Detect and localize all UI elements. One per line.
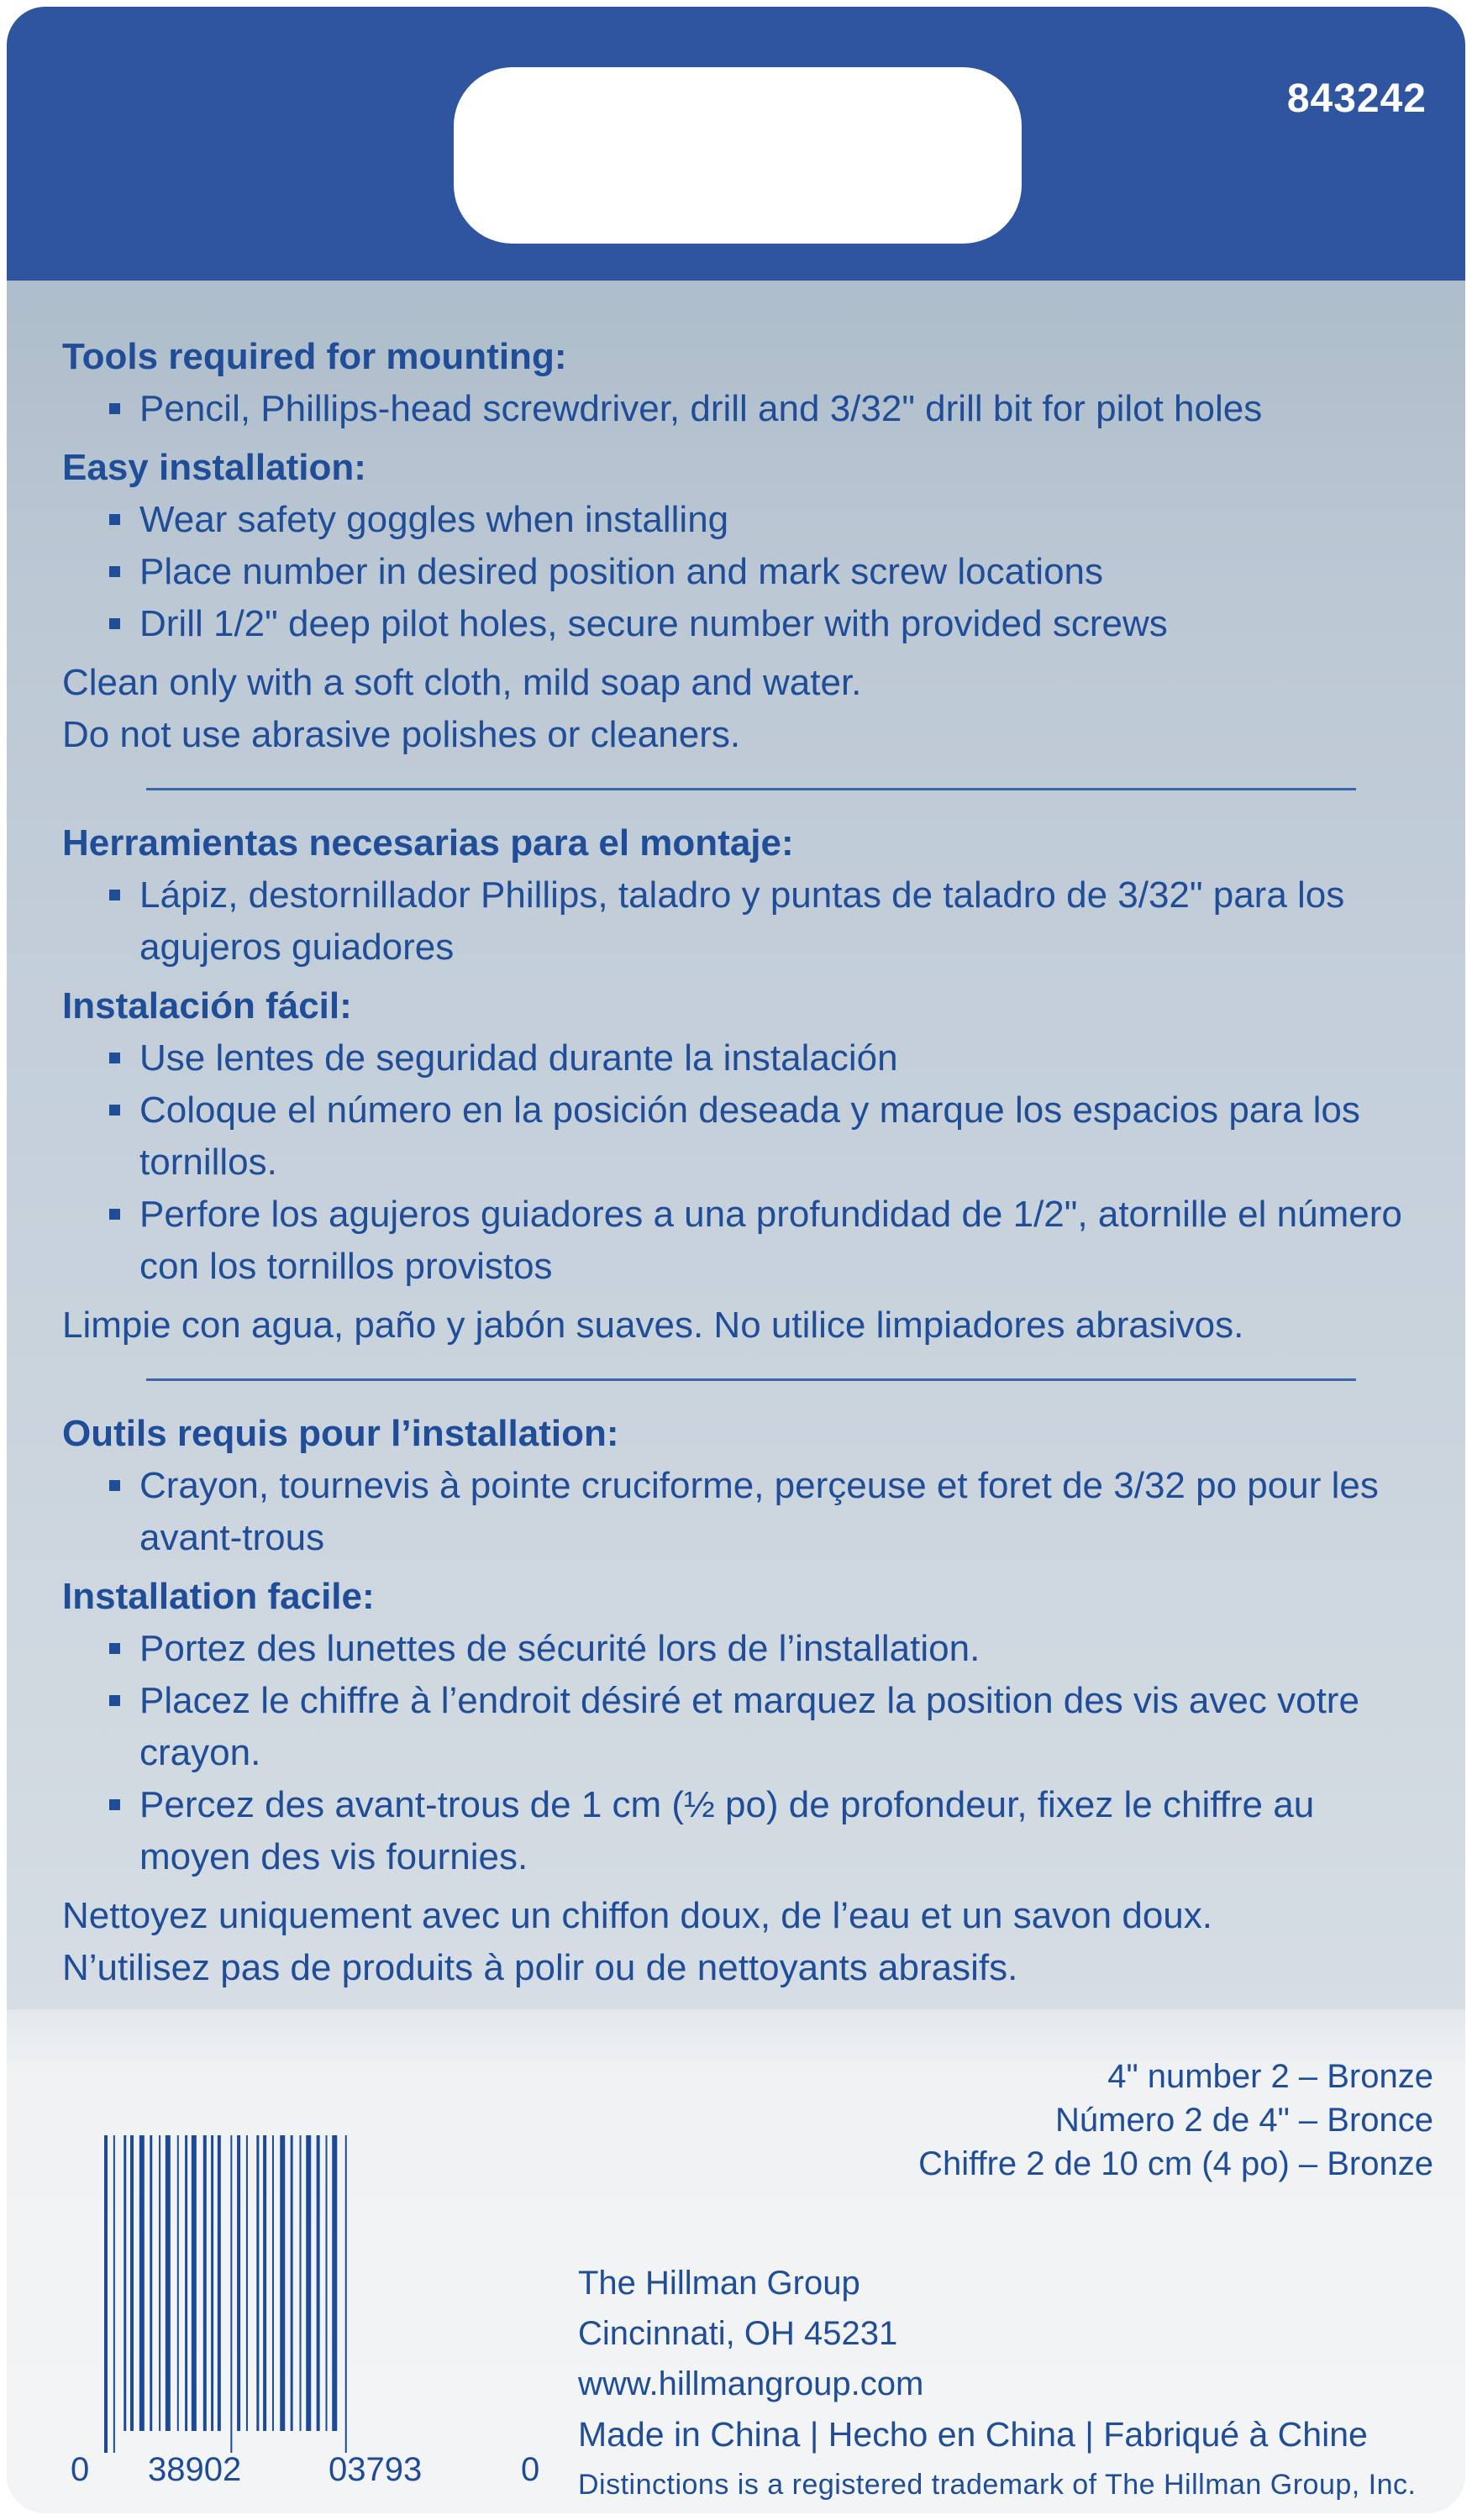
spanish-install-item: Use lentes de seguridad durante la instalación xyxy=(62,1032,1423,1084)
french-tools-list xyxy=(62,1460,1423,1564)
barcode-bar xyxy=(150,2135,152,2431)
trademark-note: Distinctions is a registered trademark of The Hillman Group, Inc. xyxy=(578,2469,1417,2501)
barcode-bar xyxy=(326,2135,328,2431)
english-install-item: Drill 1/2" deep pilot holes, secure number with provided screws xyxy=(62,598,1423,650)
barcode-bar xyxy=(124,2135,126,2431)
barcode-digit-system: 0 xyxy=(71,2451,90,2488)
french-install-list xyxy=(62,1623,1423,1883)
barcode-bar xyxy=(263,2135,266,2431)
barcode-bar xyxy=(306,2135,311,2431)
french-install-heading: Installation facile: xyxy=(62,1576,375,1617)
french-section xyxy=(62,1408,1423,1994)
product-name-english: 4" number 2 – Bronze xyxy=(1107,2058,1433,2095)
french-install-item: Placez le chiffre à l’endroit désiré et marquez la position des vis avec votre crayon. xyxy=(62,1675,1423,1779)
barcode-digit-right: 03793 xyxy=(329,2451,423,2488)
barcode-digit-left: 38902 xyxy=(148,2451,242,2488)
barcode-bar xyxy=(166,2135,171,2431)
barcode-bar xyxy=(246,2135,248,2431)
barcode-bar xyxy=(113,2135,115,2453)
barcode-bar xyxy=(211,2135,213,2431)
barcode-bar xyxy=(300,2135,302,2431)
spanish-install-heading: Instalación fácil: xyxy=(62,985,352,1026)
barcode-bar xyxy=(159,2135,160,2431)
barcode-digit-check: 0 xyxy=(521,2451,540,2488)
barcode-bar xyxy=(203,2135,207,2431)
barcode-bar xyxy=(272,2135,274,2431)
spanish-tools-item: Lápiz, destornillador Phillips, taladro y puntas de taladro de 3/32" para los agujeros guiadores xyxy=(62,869,1423,974)
english-tools-list xyxy=(62,383,1423,435)
spanish-install-item: Coloque el número en la posición deseada y marque los espacios para los tornillos. xyxy=(62,1084,1423,1189)
made-in-note: Made in China | Hecho en China | Fabriqué à Chine xyxy=(578,2415,1368,2454)
product-names xyxy=(918,2055,1433,2186)
french-install-item: Portez des lunettes de sécurité lors de l’installation. xyxy=(62,1623,1423,1675)
barcode-bar xyxy=(192,2135,197,2431)
barcode-bar xyxy=(130,2135,134,2431)
english-tools-item: Pencil, Phillips-head screwdriver, drill and 3/32" drill bit for pilot holes xyxy=(62,383,1423,435)
barcode-bar xyxy=(317,2135,320,2431)
spanish-section xyxy=(62,817,1423,1352)
company-name: The Hillman Group xyxy=(578,2265,860,2302)
product-name-spanish: Número 2 de 4" – Bronce xyxy=(1055,2102,1433,2139)
barcode-bar xyxy=(139,2135,145,2431)
barcode-bar xyxy=(256,2135,259,2431)
barcode-bar xyxy=(185,2135,187,2431)
english-tools-heading: Tools required for mounting: xyxy=(62,336,567,377)
header-band xyxy=(7,7,1465,281)
english-install-item: Place number in desired position and mark screw locations xyxy=(62,546,1423,598)
barcode-bar xyxy=(230,2135,232,2453)
spanish-tools-heading: Herramientas necesarias para el montaje: xyxy=(62,822,794,864)
company-info xyxy=(578,2258,1416,2510)
english-install-heading: Easy installation: xyxy=(62,447,366,488)
instructions xyxy=(62,331,1423,1994)
english-install-item: Wear safety goggles when installing xyxy=(62,494,1423,546)
barcode xyxy=(64,2135,568,2496)
english-care-line: Do not use abrasive polishes or cleaners. xyxy=(62,714,741,755)
spanish-care-line: Limpie con agua, paño y jabón suaves. No utilice limpiadores abrasivos. xyxy=(62,1305,1244,1346)
english-install-list xyxy=(62,494,1423,650)
hang-hole xyxy=(454,67,1022,244)
section-divider xyxy=(146,788,1356,790)
french-tools-item: Crayon, tournevis à pointe cruciforme, perçeuse et foret de 3/32 po pour les avant-trous xyxy=(62,1460,1423,1564)
barcode-bar xyxy=(345,2135,347,2453)
barcode-bar xyxy=(177,2135,179,2431)
french-tools-heading: Outils requis pour l’installation: xyxy=(62,1413,619,1454)
product-code: 843242 xyxy=(1286,76,1427,121)
product-name-french: Chiffre 2 de 10 cm (4 po) – Bronze xyxy=(918,2145,1433,2182)
section-divider xyxy=(146,1378,1356,1381)
barcode-bars xyxy=(104,2135,516,2453)
barcode-bar xyxy=(332,2135,337,2431)
company-city: Cincinnati, OH 45231 xyxy=(578,2315,898,2352)
barcode-bar xyxy=(104,2135,108,2453)
barcode-bar xyxy=(218,2135,221,2431)
english-care-line: Clean only with a soft cloth, mild soap and water. xyxy=(62,662,862,703)
french-care-line: N’utilisez pas de produits à polir ou de nettoyants abrasifs. xyxy=(62,1947,1018,1988)
barcode-bar xyxy=(280,2135,285,2431)
spanish-install-item: Perfore los agujeros guiadores a una profundidad de 1/2", atornille el número con los tornillos provistos xyxy=(62,1189,1423,1293)
company-website: www.hillmangroup.com xyxy=(578,2365,924,2402)
french-care-line: Nettoyez uniquement avec un chiffon doux, de l’eau et un savon doux. xyxy=(62,1895,1213,1936)
spanish-tools-list xyxy=(62,869,1423,974)
french-install-item: Percez des avant-trous de 1 cm (½ po) de profondeur, fixez le chiffre au moyen des vis fournies. xyxy=(62,1779,1423,1883)
barcode-bar xyxy=(291,2135,293,2431)
english-section xyxy=(62,331,1423,761)
spanish-install-list xyxy=(62,1032,1423,1293)
barcode-bar xyxy=(237,2135,240,2431)
